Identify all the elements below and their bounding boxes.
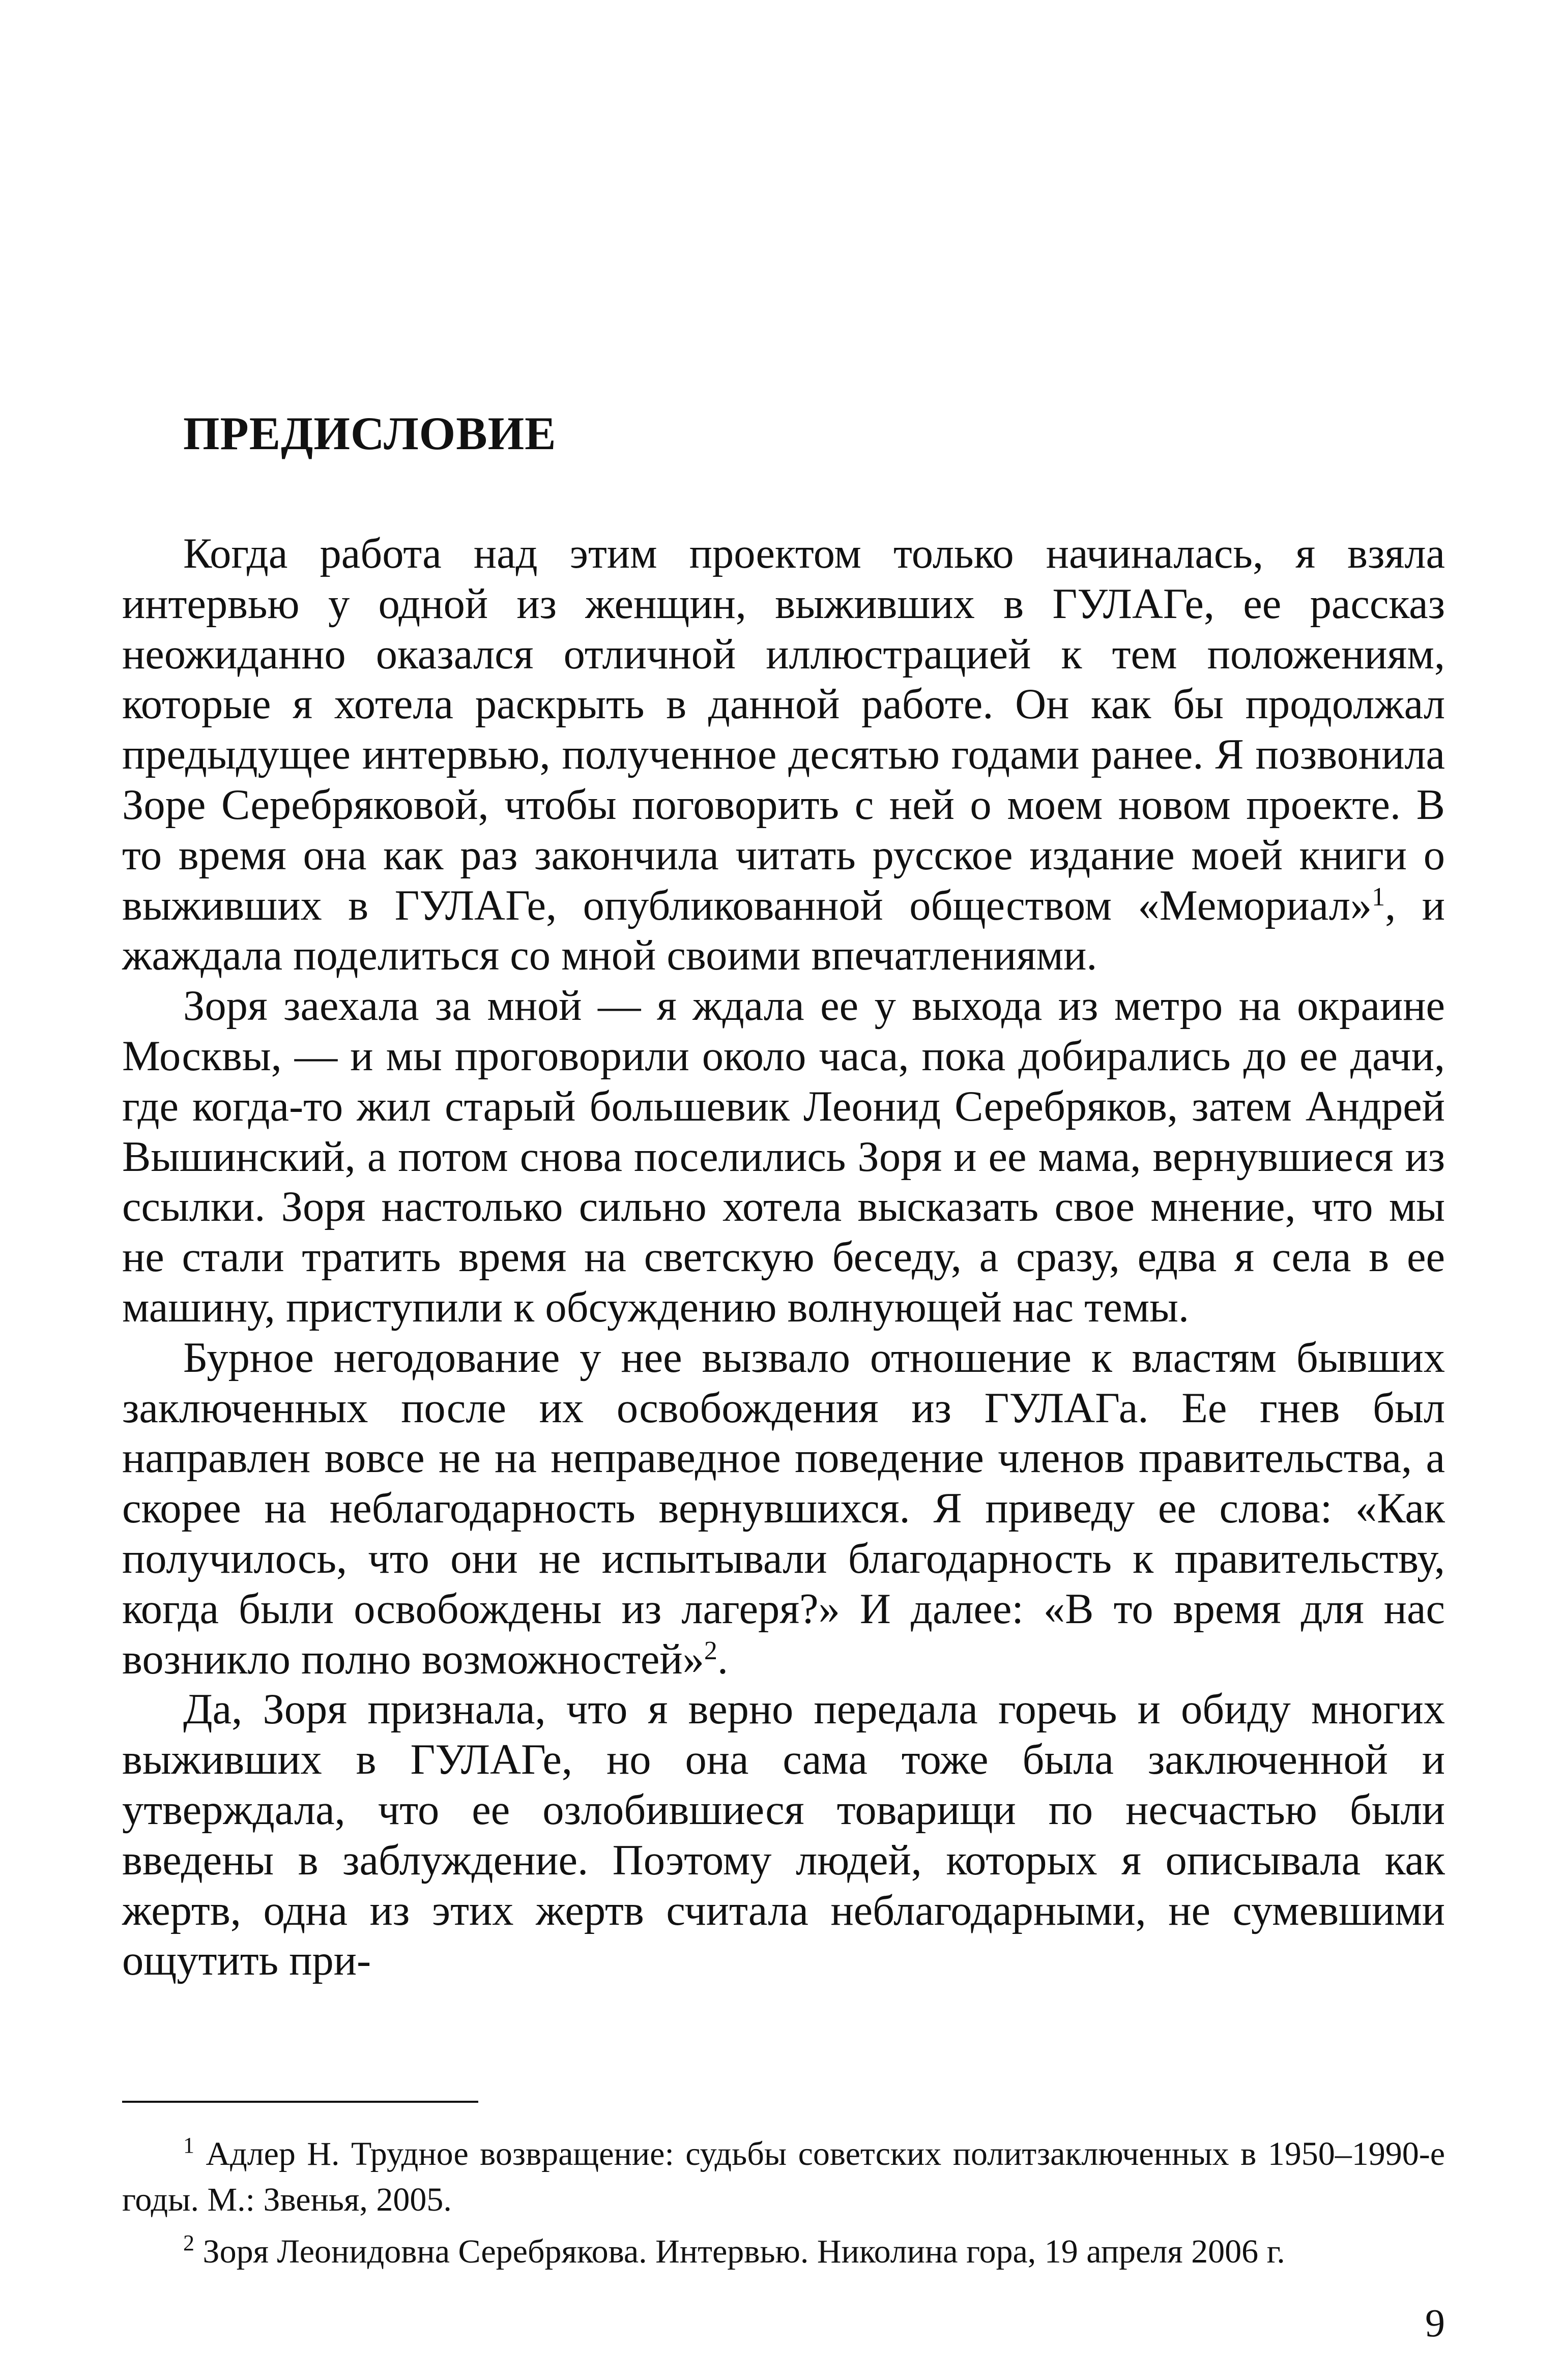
paragraph-text: , и жаждала поделиться со мной своими впечатлениями. — [122, 882, 1445, 980]
footnote-text: Зоря Леонидовна Серебрякова. Интервью. Николина гора, 19 апреля 2006 г. — [203, 2233, 1285, 2270]
footnote-number: 1 — [183, 2133, 194, 2158]
paragraph-4 — [122, 1685, 1445, 1986]
footnote-1 — [122, 2131, 1445, 2223]
footnote-reference: 1 — [1372, 882, 1385, 912]
footnotes — [122, 2131, 1445, 2275]
paragraph-text: Зоря заехала за мной — я ждала ее у выхода из метро на окраине Москвы, — и мы проговорили около часа, пока добирались до ее дачи, где когда-то жил старый большевик Леонид Серебряков, затем Андрей Вышинский, а потом снова поселились Зоря и ее мама, вернувшиеся из ссылки. Зоря настолько сильно хотела высказать свое мнение, что мы не стали тратить время на светскую беседу, а сразу, едва я села в ее машину, приступили к обсуждению волнующей нас темы. — [122, 982, 1445, 1331]
chapter-heading: ПРЕДИСЛОВИЕ — [183, 407, 557, 459]
footnote-number: 2 — [183, 2230, 194, 2255]
paragraph-3 — [122, 1333, 1445, 1685]
footnote-separator — [122, 2101, 478, 2103]
paragraph-2 — [122, 981, 1445, 1333]
paragraph-text: Когда работа над этим проектом только начиналась, я взяла интервью у одной из женщин, выживших в ГУЛАГе, ее рассказ неожиданно оказался отличной иллюстрацией к тем положениям, которые я хотела раскрыть в данной работе. Он как бы продолжал предыдущее интервью, полученное десятью годами ранее. Я позвонила Зоре Серебряковой, чтобы поговорить с ней о моем новом проекте. В то время она как раз закончила читать русское издание моей книги о выживших в ГУЛАГе, опубликованной обществом «Мемориал» — [122, 530, 1445, 929]
paragraph-text: Бурное негодование у нее вызвало отношение к властям бывших заключенных после их освобождения из ГУЛАГа. Ее гнев был направлен вовсе не на неправедное поведение членов правительства, а скорее на неблагодарность вернувшихся. Я приведу ее слова: «Как получилось, что они не испытывали благодарность к правительству, когда были освобождены из лагеря?» И далее: «В то время для нас возникло полно возможностей» — [122, 1334, 1445, 1683]
footnote-2 — [122, 2229, 1445, 2275]
paragraph-text: Да, Зоря признала, что я верно передала горечь и обиду многих выживших в ГУЛАГе, но она сама тоже была заключенной и утверждала, что ее озлобившиеся товарищи по несчастью были введены в заблуждение. Поэтому людей, которых я описывала как жертв, одна из этих жертв считала неблагодарными, не сумевшими ощутить при- — [122, 1686, 1445, 1985]
paragraph-1 — [122, 529, 1445, 981]
footnote-text: Адлер Н. Трудное возвращение: судьбы советских политзаключенных в 1950–1990-е годы. М.: Звенья, 2005. — [122, 2135, 1446, 2218]
page-number: 9 — [1425, 2301, 1445, 2345]
paragraph-text: . — [717, 1635, 728, 1683]
body-text — [122, 529, 1445, 1986]
footnote-reference: 2 — [704, 1636, 717, 1665]
